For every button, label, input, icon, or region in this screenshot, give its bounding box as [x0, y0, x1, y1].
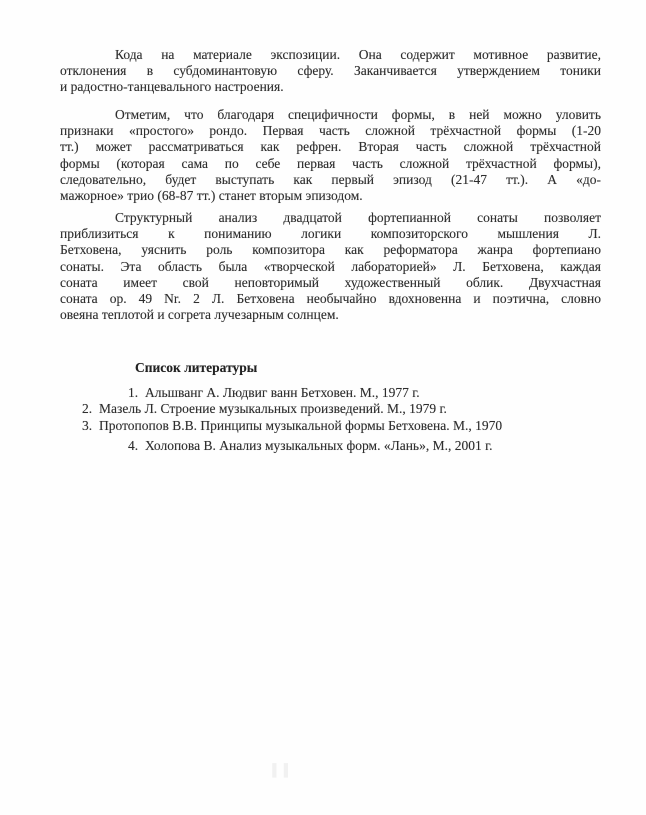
text-line: отклонения в субдоминантовую сферу. Заканчивается утверждением тоники [60, 63, 601, 79]
text-line: признаки «простого» рондо. Первая часть сложной трёхчастной формы (1-20 [60, 123, 601, 139]
bibliography-heading: Список литературы [135, 360, 258, 375]
item-text: Альшванг А. Людвиг ванн Бетховен. М., 1977 г. [145, 385, 420, 400]
item-number: 1. [128, 385, 139, 400]
item-text: Холопова В. Анализ музыкальных форм. «Лань», М., 2001 г. [145, 437, 493, 453]
bibliography-item [60, 438, 601, 454]
item-text: Мазель Л. Строение музыкальных произведений. М., 1979 г. [99, 401, 447, 417]
text-line: овеяна теплотой и согрета лучезарным солнцем. [60, 307, 339, 323]
text-line: Бетховена, уяснить роль композитора как реформатора жанра фортепиано [60, 242, 601, 258]
text-line: Кода на материале экспозиции. Она содержит мотивное развитие, [115, 47, 601, 62]
text-line: мажорное» трио (68-87 тт.) станет вторым эпизодом. [60, 187, 363, 203]
text-line: следовательно, будет выступать как первый эпизод (21-47 тт.). А «до- [60, 171, 601, 187]
text-line: и радостно-танцевального настроения. [60, 79, 284, 95]
text-line: Отметим, что благодаря специфичности формы, в ней можно уловить [115, 107, 601, 122]
paragraph-coda [60, 47, 601, 96]
text-line: сонаты. Эта область была «творческой лабораторией» Л. Бетховена, каждая [60, 258, 601, 274]
faint-scan-artifact: ▐▐ [268, 763, 292, 777]
item-number: 4. [128, 437, 139, 453]
text-line: Структурный анализ двадцатой фортепианной сонаты позволяет [115, 210, 601, 225]
bibliography-item [60, 418, 601, 434]
paragraph-rondo-analysis [60, 107, 601, 204]
bibliography-item [60, 385, 601, 401]
text-line: формы (которая сама по себе первая часть сложной трёхчастной формы), [60, 155, 601, 171]
text-line: тт.) может рассматриваться как рефрен. Вторая часть сложной трёхчастной [60, 139, 601, 155]
text-line: соната имеет свой неповторимый художественный облик. Двухчастная [60, 274, 601, 290]
text-line: соната ор. 49 Nr. 2 Л. Бетховена необычайно вдохновенна и поэтична, словно [60, 290, 601, 306]
item-number: 2. [82, 401, 93, 417]
bibliography-list [60, 385, 601, 454]
paragraph-structural-analysis [60, 210, 601, 323]
item-number: 3. [82, 417, 93, 433]
text-line: приблизиться к пониманию логики композиторского мышления Л. [60, 226, 601, 242]
bibliography-item [60, 401, 601, 417]
item-text: Протопопов В.В. Принципы музыкальной формы Бетховена. М., 1970 [99, 417, 503, 433]
